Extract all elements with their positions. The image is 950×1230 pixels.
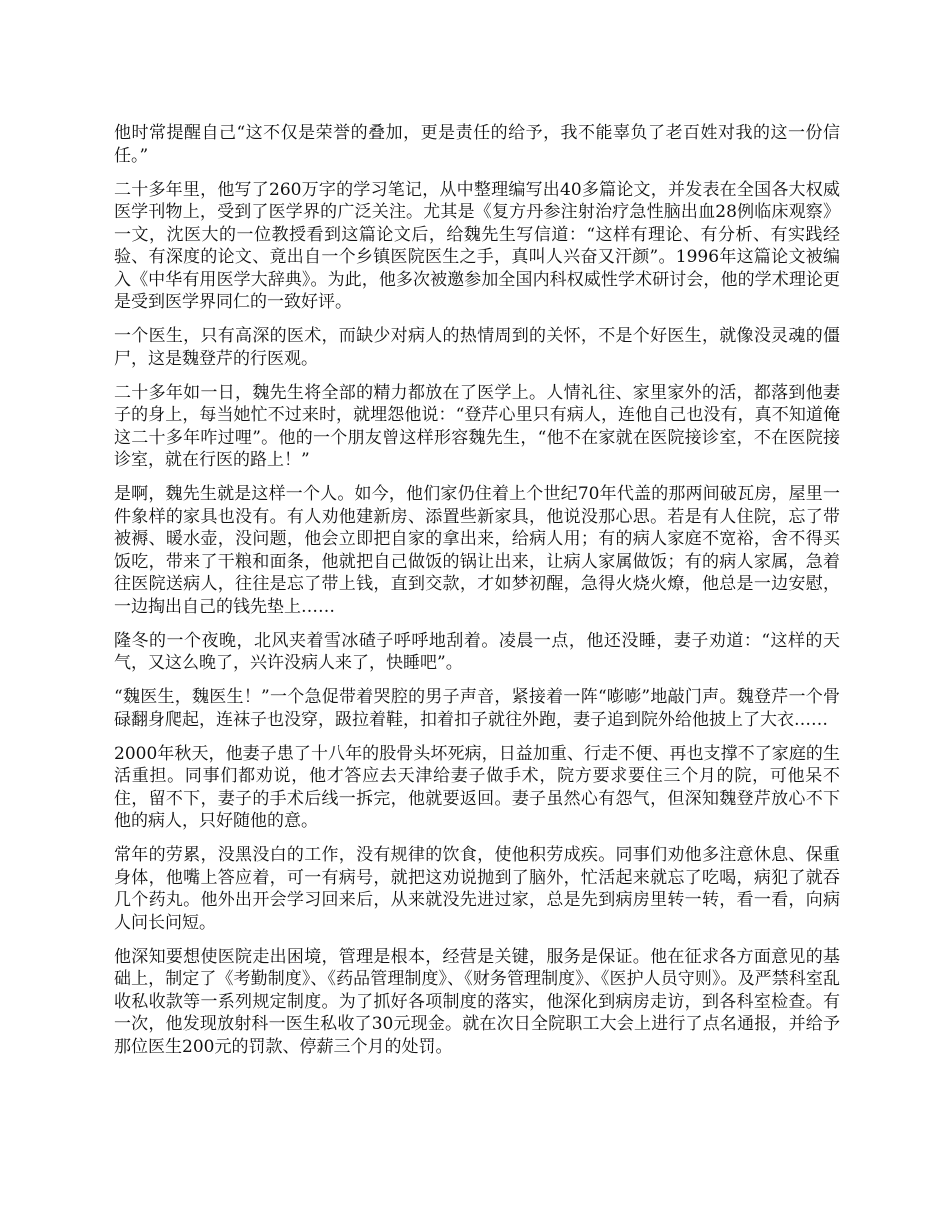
paragraph-9: 常年的劳累，没黑没白的工作，没有规律的饮食，使他积劳成疾。同事们劝他多注意休息、保重身体，他嘴上答应着，可一有病号，就把这劝说抛到了脑外，忙活起来就忘了吃喝，病犯了就吞几个药丸。他外出开会学习回来后，从来就没先进过家，总是先到病房里转一转，看一看，向病人问长问短。 [114, 845, 840, 933]
paragraph-1: 他时常提醒自己“这不仅是荣誉的叠加，更是责任的给予，我不能辜负了老百姓对我的这一份信任。” [114, 123, 840, 166]
paragraph-5: 是啊，魏先生就是这样一个人。如今，他们家仍住着上个世纪70年代盖的那两间破瓦房，屋里一件象样的家具也没有。有人劝他建新房、添置些新家具，他说没那心思。若是有人住院，忘了带被褥、暖水壶，没问题，他会立即把自家的拿出来，给病人用；有的病人家庭不宽裕，舍不得买饭吃，带来了干粮和面条，他就把自己做饭的锅让出来，让病人家属做饭；有的病人家属，急着往医院送病人，往往是忘了带上钱，直到交款，才如梦初醒，急得火烧火燎，他总是一边安慰，一边掏出自己的钱先垫上…… [114, 484, 840, 617]
paragraph-2: 二十多年里，他写了260万字的学习笔记，从中整理编写出40多篇论文，并发表在全国各大权威医学刊物上，受到了医学界的广泛关注。尤其是《复方丹参注射治疗急性脑出血28例临床观察》一文，沈医大的一位教授看到这篇论文后，给魏先生写信道：“这样有理论、有分析、有实践经验、有深度的论文、竟出自一个乡镇医院医生之手，真叫人兴奋又汗颜”。1996年这篇论文被编入《中华有用医学大辞典》。为此，他多次被邀参加全国内科权威性学术研讨会，他的学术理论更是受到医学界同仁的一致好评。 [114, 179, 840, 312]
document-page [114, 122, 840, 1070]
paragraph-10: 他深知要想使医院走出困境，管理是根本，经营是关键，服务是保证。他在征求各方面意见的基础上，制定了《考勤制度》、《药品管理制度》、《财务管理制度》、《医护人员守则》。及严禁科室乱收私收款等一系列规定制度。为了抓好各项制度的落实，他深化到病房走访，到各科室检查。有一次，他发现放射科一医生私收了30元现金。就在次日全院职工大会上进行了点名通报，并给予那位医生200元的罚款、停薪三个月的处罚。 [114, 946, 840, 1057]
paragraph-4: 二十多年如一日，魏先生将全部的精力都放在了医学上。人情礼往、家里家外的活，都落到他妻子的身上，每当她忙不过来时，就埋怨他说：“登芹心里只有病人，连他自己也没有，真不知道俺这二十多年咋过哩”。他的一个朋友曾这样形容魏先生，“他不在家就在医院接诊室，不在医院接诊室，就在行医的路上！” [114, 382, 840, 470]
paragraph-8: 2000年秋天，他妻子患了十八年的股骨头坏死病，日益加重、行走不便、再也支撑不了家庭的生活重担。同事们都劝说，他才答应去天津给妻子做手术，院方要求要住三个月的院，可他呆不住，留不下，妻子的手术后线一拆完，他就要返回。妻子虽然心有怨气，但深知魏登芹放心不下他的病人，只好随他的意。 [114, 743, 840, 831]
paragraph-6: 隆冬的一个夜晚，北风夹着雪冰碴子呼呼地刮着。凌晨一点，他还没睡，妻子劝道：“这样的天气，又这么晚了，兴许没病人来了，快睡吧”。 [114, 630, 840, 673]
paragraph-7: “魏医生，魏医生！”一个急促带着哭腔的男子声音，紧接着一阵“嘭嘭”地敲门声。魏登芹一个骨碌翻身爬起，连袜子也没穿，趿拉着鞋，扣着扣子就往外跑，妻子追到院外给他披上了大衣…… [114, 687, 840, 730]
paragraph-3: 一个医生，只有高深的医术，而缺少对病人的热情周到的关怀，不是个好医生，就像没灵魂的僵尸，这是魏登芹的行医观。 [114, 326, 840, 369]
